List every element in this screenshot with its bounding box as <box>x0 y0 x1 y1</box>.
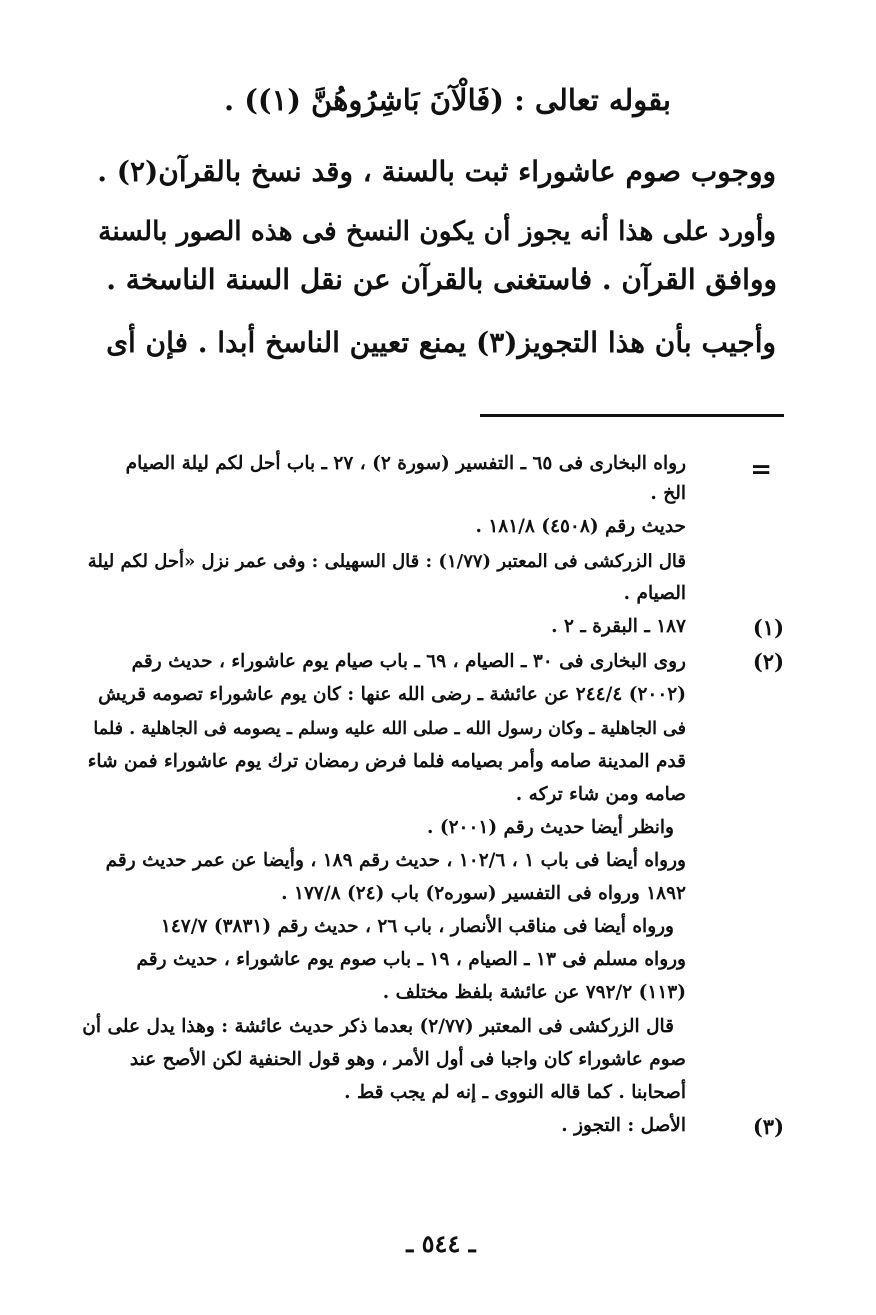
footnote-line: قال الزركشى فى المعتبر (١/٧٧) : قال السهيلى : وفى عمر نزل «أحل لكم ليلة <box>87 551 686 572</box>
footnote-2-line: ورواه أيضا فى مناقب الأنصار ، باب ٢٦ ، حديث رقم (٣٨٣١) ١٤٧/٧ <box>160 916 674 937</box>
footnote-line: الخ . <box>650 483 686 504</box>
footnote-2-line: فى الجاهلية ـ وكان رسول الله ـ صلى الله عليه وسلم ـ يصومه فى الجاهلية . فلما <box>93 719 686 739</box>
footnote-2-line: روى البخارى فى ٣٠ ـ الصيام ، ٦٩ ـ باب صيام يوم عاشوراء ، حديث رقم <box>131 651 686 672</box>
footnote-line: الصيام . <box>623 583 686 604</box>
footnote-1-text: ١٨٧ ـ البقرة ـ ٢ . <box>551 616 686 637</box>
footnote-line: رواه البخارى فى ٦٥ ـ التفسير (سورة ٢) ، ٢٧ ـ باب أحل لكم ليلة الصيام <box>125 453 686 474</box>
footnote-line: حديث رقم (٤٥٠٨) ١٨١/٨ . <box>475 516 686 537</box>
footnote-2-marker: (٢) <box>752 649 784 674</box>
main-text-line: ووافق القرآن . فاستغنى بالقرآن عن نقل السنة الناسخة . <box>106 263 777 296</box>
footnote-2-line: (١١٣) ٧٩٢/٢ عن عائشة بلفظ مختلف . <box>382 982 686 1003</box>
footnotes <box>82 0 784 1200</box>
footnote-2-line: قال الزركشى فى المعتبر (٢/٧٧) بعدما ذكر حديث عائشة : وهذا يدل على أن <box>82 1016 674 1037</box>
footnote-2-line: قدم المدينة صامه وأمر بصيامه فلما فرض رمضان ترك يوم عاشوراء فمن شاء <box>87 751 686 772</box>
footnote-2-line: ورواه مسلم فى ١٣ ـ الصيام ، ١٩ ـ باب صوم يوم عاشوراء ، حديث رقم <box>136 949 686 970</box>
continuation-marker: = <box>750 455 772 485</box>
main-text-line: وأورد على هذا أنه يجوز أن يكون النسخ فى هذه الصور بالسنة <box>98 216 776 247</box>
footnote-2-line: أصحابنا . كما قاله النووى ـ إنه لم يجب قط . <box>344 1082 686 1103</box>
footnote-1-marker: (١) <box>752 615 784 640</box>
footnote-2-line: ورواه أيضا فى باب ١ ، ١٠٢/٦ ، حديث رقم ١٨٩ ، وأيضا عن عمر حديث رقم <box>105 850 686 871</box>
footnote-2-line: صوم عاشوراء كان واجبا فى أول الأمر ، وهو قول الحنفية لكن الأصح عند <box>129 1049 686 1070</box>
footnote-3-text: الأصل : التجوز . <box>561 1115 686 1136</box>
footnote-2-line: ١٨٩٢ ورواه فى التفسير (سوره٢) باب (٢٤) ١٧٧/٨ . <box>281 883 686 904</box>
main-text-line: ووجوب صوم عاشوراء ثبت بالسنة ، وقد نسخ بالقرآن(٢) . <box>97 155 776 188</box>
footnote-2-line: وانظر أيضا حديث رقم (٢٠٠١) . <box>426 817 674 838</box>
footnote-2-line: صامه ومن شاء تركه . <box>515 784 686 805</box>
footnote-3-marker: (٣) <box>752 1114 784 1139</box>
page-number: ـ ٥٤٤ ـ <box>406 1229 476 1258</box>
main-text-line: بقوله تعالى : (فَالْآنَ بَاشِرُوهُنَّ (١)) . <box>224 83 671 117</box>
footnote-2-line: (٢٠٠٢) ٢٤٤/٤ عن عائشة ـ رضى الله عنها : كان يوم عاشوراء تصومه قريش <box>98 684 686 705</box>
main-text-line: وأجيب بأن هذا التجويز(٣) يمنع تعيين الناسخ أبدا . فإن أى <box>106 326 776 359</box>
